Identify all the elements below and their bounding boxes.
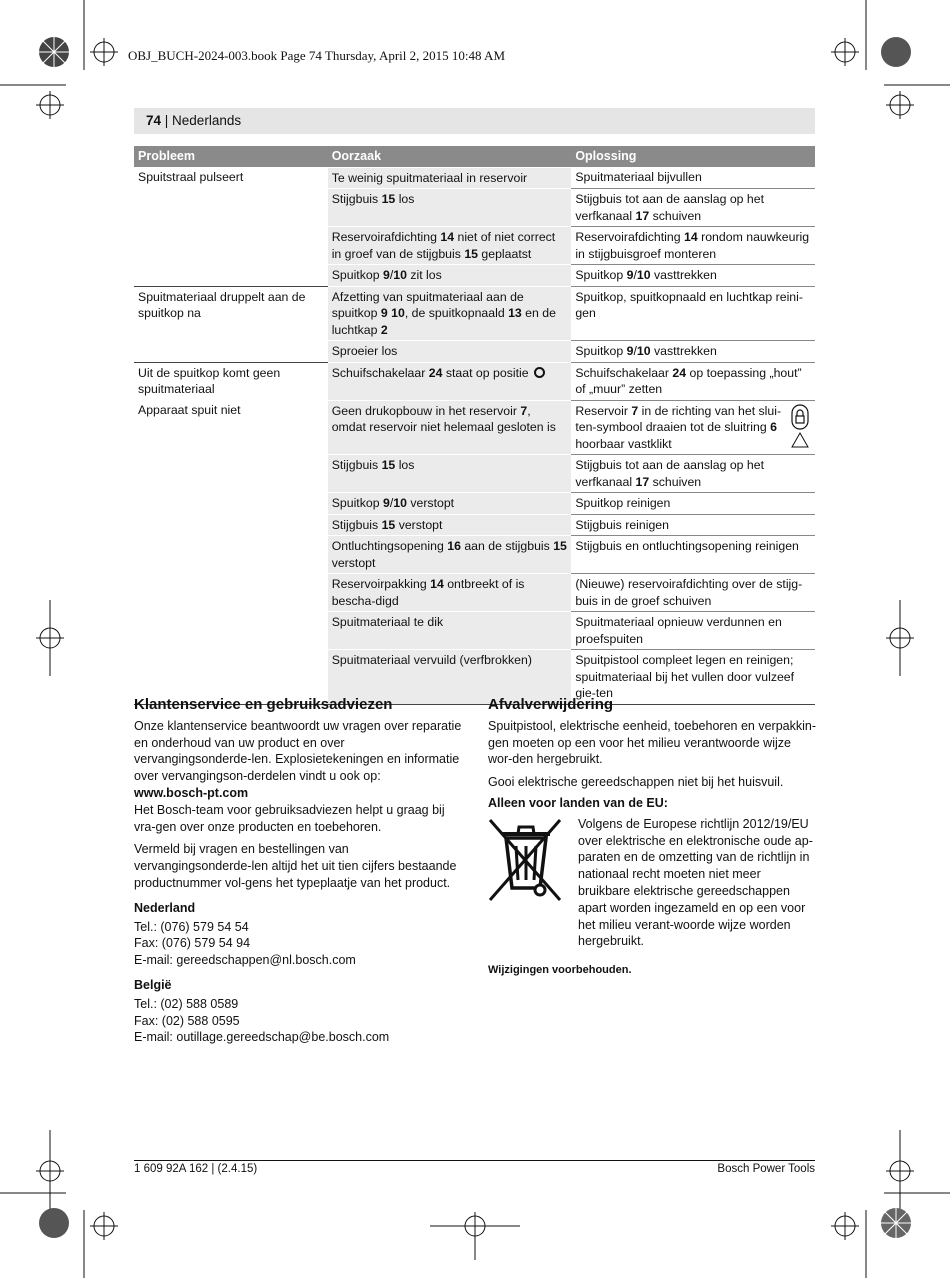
nl-email[interactable]: E-mail: gereedschappen@nl.bosch.com — [134, 953, 356, 968]
customer-service-section — [134, 697, 464, 1046]
footer-brand: Bosch Power Tools — [717, 1163, 815, 1175]
cause-cell: Afzetting van spuitmateriaal aan de spuitkop 9 10, de spuitkopnaald 13 en de luchtkap 2 — [328, 286, 572, 341]
print-header: OBJ_BUCH-2024-003.book Page 74 Thursday, April 2, 2015 10:48 AM — [128, 48, 505, 63]
footer-doc-number: 1 609 92A 162 | (2.4.15) — [134, 1163, 258, 1175]
solution-cell: Schuifschakelaar 24 op toepassing „hout” of „muur” zetten — [571, 362, 815, 400]
solution-cell: Spuitkop, spuitkopnaald en luchtkap reini-gen — [571, 286, 815, 341]
solution-cell: Spuitmateriaal opnieuw verdunnen en proefspuiten — [571, 612, 815, 650]
solution-cell: Stijgbuis tot aan de aanslag op het verfkanaal 17 schuiven — [571, 189, 815, 227]
header-problem: Probleem — [134, 146, 328, 167]
eu-directive-text: Volgens de Europese richtlijn 2012/19/EU over elektrische en elektronische oude ap-paraten en de omzetting van de richtlijn in nationaal recht moeten niet meer bruikbare elektrische gereedschappen apart worden ingezameld en op een voor het milieu verant-woorde wijze worden hergebruikt. — [578, 816, 813, 949]
footer-divider — [134, 1160, 815, 1161]
position-symbol-icon — [534, 367, 545, 378]
disposal-title: Afvalverwijdering — [488, 696, 614, 713]
be-phone: Tel.: (02) 588 0589 — [134, 996, 239, 1011]
header-cause: Oorzaak — [328, 146, 572, 167]
page-header-band — [134, 108, 815, 134]
cause-cell: Stijgbuis 15 verstopt — [328, 514, 572, 536]
page-separator: | — [161, 113, 173, 128]
changes-reserved-note: Wijzigingen voorbehouden. — [488, 964, 632, 977]
lock-icon — [789, 403, 811, 453]
country-belgium: België — [134, 977, 172, 992]
page-language: Nederlands — [172, 113, 242, 128]
disposal-section — [488, 697, 816, 979]
eu-heading: Alleen voor landen van de EU: — [488, 795, 668, 810]
solution-cell: Stijgbuis tot aan de aanslag op het verfkanaal 17 schuiven — [571, 455, 815, 493]
table-header-row — [134, 146, 815, 167]
advice-paragraph: Het Bosch-team voor gebruiksadviezen helpt u graag bij vra-gen over onze producten en toebehoren. — [134, 802, 445, 834]
solution-cell: Spuitkop 9/10 vasttrekken — [571, 265, 815, 287]
website-link[interactable]: www.bosch-pt.com — [134, 785, 249, 800]
nl-fax: Fax: (076) 579 54 94 — [134, 936, 251, 951]
cause-cell: Spuitmateriaal te dik — [328, 612, 572, 650]
cause-cell: Ontluchtingsopening 16 aan de stijgbuis 15 verstopt — [328, 536, 572, 574]
page-number: 74 — [146, 113, 162, 128]
cause-cell: Reservoirafdichting 14 niet of niet correct in groef van de stijgbuis 15 geplaatst — [328, 227, 572, 265]
problem-cell: Uit de spuitkop komt geen spuitmateriaal Apparaat spuit niet — [134, 362, 328, 704]
solution-cell: Spuitmateriaal bijvullen — [571, 167, 815, 189]
solution-cell: Spuitkop 9/10 vasttrekken — [571, 341, 815, 363]
disposal-paragraph: Spuitpistool, elektrische eenheid, toebehoren en verpakkin-gen moeten op een voor het milieu verantwoorde wijze wor-den hergebruikt. — [488, 718, 816, 767]
cause-cell: Spuitmateriaal vervuild (verfbrokken) — [328, 650, 572, 705]
cause-cell: Sproeier los — [328, 341, 572, 363]
product-number-paragraph: Vermeld bij vragen en bestellingen van vervangingsonderde-len altijd het uit tien cijfers bestaande productnummer vol-gens het typeplaatje van het product. — [134, 842, 457, 890]
table-row — [134, 286, 815, 341]
cause-cell: Reservoirpakking 14 ontbreekt of is bescha-digd — [328, 574, 572, 612]
customer-service-intro: Onze klantenservice beantwoordt uw vragen over reparatie en onderhoud van uw product en over vervangingsonderde-len. Explosietekeningen en informatie over vervangingson-derdelen vindt u ook op: — [134, 718, 462, 784]
table-row — [134, 167, 815, 189]
cause-cell: Spuitkop 9/10 verstopt — [328, 493, 572, 515]
solution-cell: Spuitkop reinigen — [571, 493, 815, 515]
customer-service-title: Klantenservice en gebruiksadviezen — [134, 696, 393, 713]
solution-cell: Reservoirafdichting 14 rondom nauwkeurig in stijgbuisgroef monteren — [571, 227, 815, 265]
solution-cell: Stijgbuis en ontluchtingsopening reinigen — [571, 536, 815, 574]
cause-cell: Te weinig spuitmateriaal in reservoir — [328, 167, 572, 189]
solution-cell: Reservoir 7 in de richting van het slui-ten-symbool draaien tot de sluitring 6 hoorbaar vastklikt — [571, 400, 815, 455]
header-solution: Oplossing — [571, 146, 815, 167]
solution-cell: Stijgbuis reinigen — [571, 514, 815, 536]
crossed-out-wheelie-bin-icon — [488, 816, 578, 950]
table-row — [134, 362, 815, 400]
cause-cell: Geen drukopbouw in het reservoir 7, omdat reservoir niet helemaal gesloten is — [328, 400, 572, 455]
cause-cell: Stijgbuis 15 los — [328, 455, 572, 493]
be-fax: Fax: (02) 588 0595 — [134, 1013, 240, 1028]
household-waste-paragraph: Gooi elektrische gereedschappen niet bij het huisvuil. — [488, 775, 784, 790]
country-netherlands: Nederland — [134, 900, 196, 915]
cause-cell: Stijgbuis 15 los — [328, 189, 572, 227]
solution-cell: Spuitpistool compleet legen en reinigen; spuitmateriaal bij het vullen door vulzeef gie-ten — [571, 650, 815, 705]
cause-cell: Spuitkop 9/10 zit los — [328, 265, 572, 287]
problem-cell: Spuitstraal pulseert — [134, 167, 328, 286]
nl-phone: Tel.: (076) 579 54 54 — [134, 919, 249, 934]
cause-cell: Schuifschakelaar 24 staat op positie — [328, 362, 572, 400]
solution-cell: (Nieuwe) reservoirafdichting over de stijg-buis in de groef schuiven — [571, 574, 815, 612]
be-email[interactable]: E-mail: outillage.gereedschap@be.bosch.com — [134, 1030, 390, 1045]
troubleshooting-table — [134, 146, 815, 705]
problem-cell: Spuitmateriaal druppelt aan de spuitkop na — [134, 286, 328, 362]
